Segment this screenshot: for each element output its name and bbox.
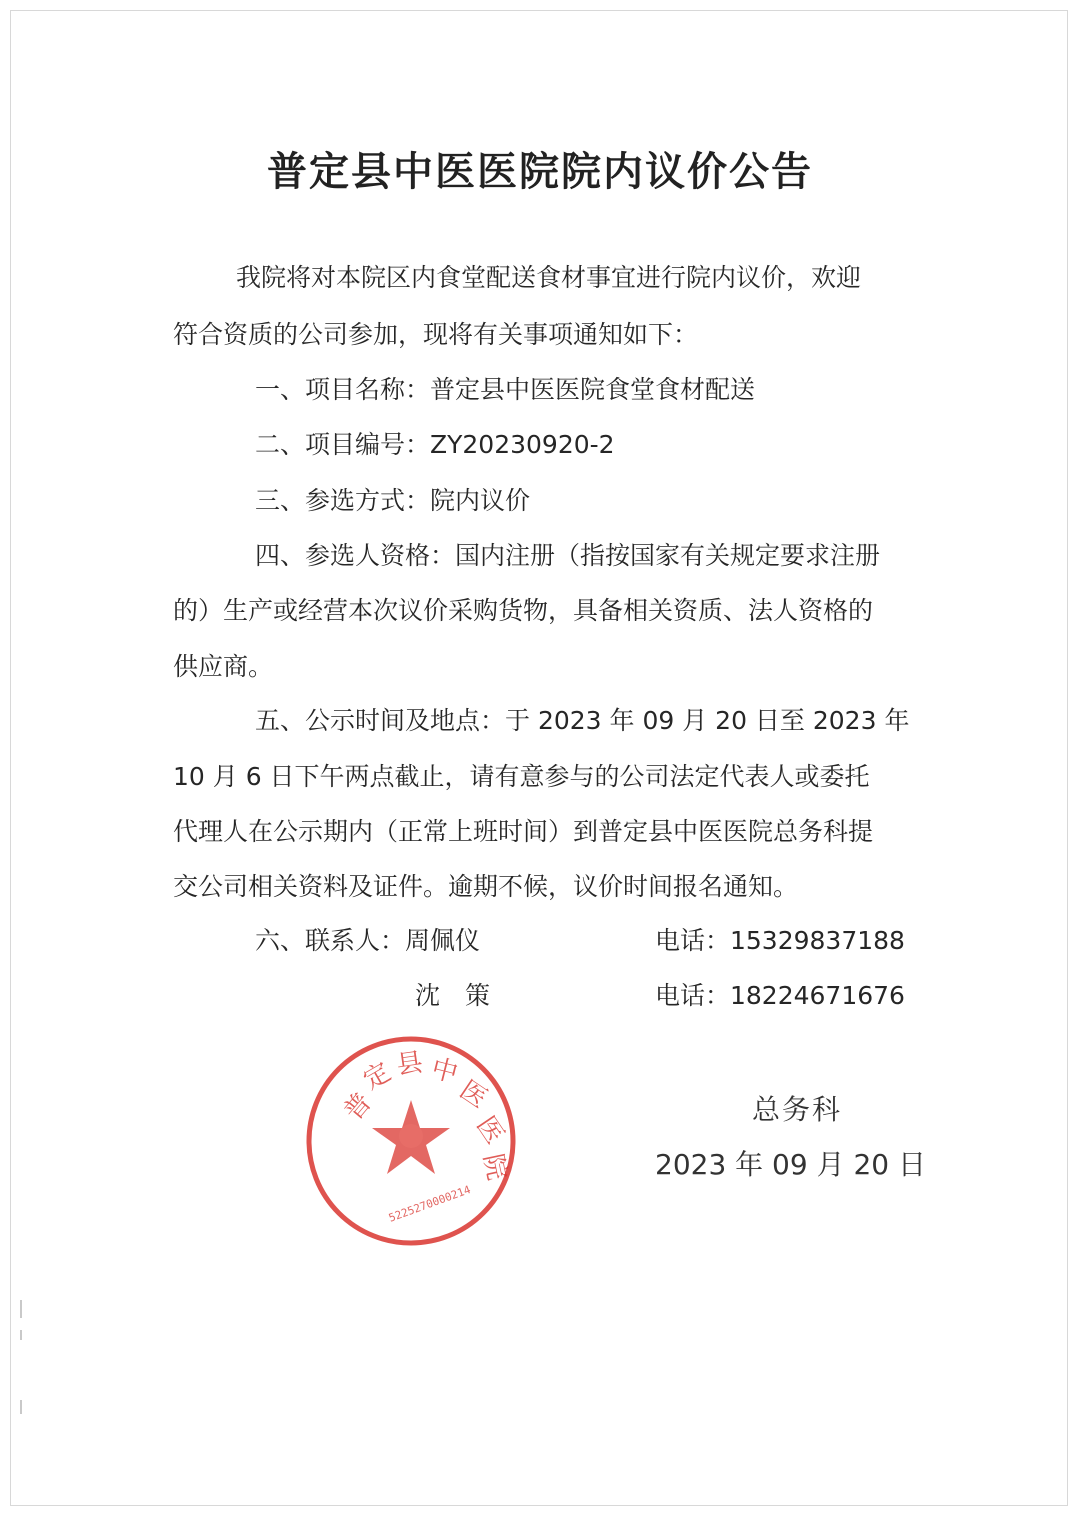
seal-star-center bbox=[399, 1124, 423, 1148]
seal-text-char: 定 bbox=[358, 1057, 397, 1097]
official-seal bbox=[302, 1032, 520, 1250]
scan-artifact bbox=[20, 1330, 22, 1340]
intro-line-2: 符合资质的公司参加，现将有关事项通知如下： bbox=[173, 320, 699, 349]
seal-text-char: 医 bbox=[454, 1074, 493, 1115]
seal-text-char: 院 bbox=[477, 1151, 512, 1183]
page-border bbox=[10, 10, 1068, 1506]
contact-second: 沈 策 bbox=[415, 981, 491, 1010]
item-qualification-line-2: 的）生产或经营本次议价采购货物，具备相关资质、法人资格的 bbox=[173, 596, 874, 625]
item-qualification-line-3: 供应商。 bbox=[173, 652, 274, 681]
item-time-line-3: 代理人在公示期内（正常上班时间）到普定县中医医院总务科提 bbox=[173, 817, 874, 846]
seal-number: 5225270000214 bbox=[387, 1183, 473, 1225]
footer-date: 2023 年 09 月 20 日 bbox=[655, 1148, 927, 1181]
seal-text-char: 医 bbox=[470, 1111, 510, 1150]
scan-artifact bbox=[20, 1400, 22, 1414]
intro-line-1: 我院将对本院区内食堂配送食材事宜进行院内议价，欢迎 bbox=[236, 263, 862, 292]
item-time-line-1: 五、公示时间及地点：于 2023 年 09 月 20 日至 2023 年 bbox=[255, 706, 910, 735]
scan-artifact bbox=[20, 1300, 22, 1318]
item-project-number: 二、项目编号：ZY20230920-2 bbox=[255, 430, 615, 459]
seal-text-char: 中 bbox=[428, 1053, 461, 1090]
item-project-name: 一、项目名称：普定县中医医院食堂食材配送 bbox=[255, 375, 756, 404]
item-time-line-4: 交公司相关资料及证件。逾期不候，议价时间报名通知。 bbox=[173, 872, 799, 901]
item-time-line-2: 10 月 6 日下午两点截止，请有意参与的公司法定代表人或委托 bbox=[173, 762, 870, 791]
seal-text-char: 县 bbox=[394, 1047, 425, 1081]
document-title: 普定县中医医院院内议价公告 bbox=[267, 149, 813, 195]
seal-text-char: 普 bbox=[338, 1087, 379, 1127]
item-method: 三、参选方式：院内议价 bbox=[255, 486, 531, 515]
seal-graphic bbox=[302, 1032, 520, 1250]
item-qualification-line-1: 四、参选人资格：国内注册（指按国家有关规定要求注册 bbox=[255, 541, 881, 570]
contact-second-phone: 电话：18224671676 bbox=[655, 981, 905, 1010]
footer-department: 总务科 bbox=[752, 1093, 843, 1126]
contact-first: 六、联系人：周佩仪 bbox=[255, 926, 481, 955]
contact-first-phone: 电话：15329837188 bbox=[655, 926, 905, 955]
